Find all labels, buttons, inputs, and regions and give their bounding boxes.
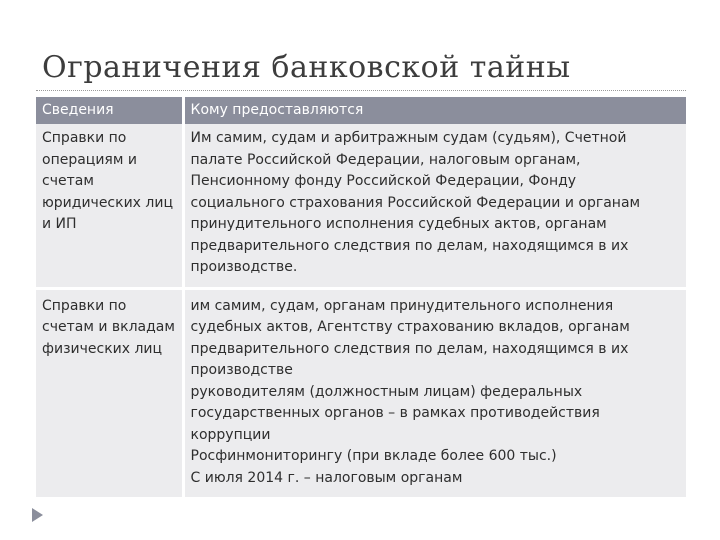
cell-line: руководителям (должностным лицам) федеральных [190,383,583,400]
slide-title: Ограничения банковской тайны [42,50,571,85]
cell-line: производстве [190,362,293,378]
cell-line: коррупции [190,426,271,443]
cell-line: судебных актов, Агентству страхованию вкладов, органам [190,319,630,335]
cell-line: предварительного следствия по делам, находящимся в их [190,340,629,357]
cell-line: физических лиц [42,340,163,357]
cell-line: Пенсионному фонду Российской Федерации, Фонду [190,173,577,189]
table-header-row [36,97,686,124]
cell-line: С июля 2014 г. – налоговым органам [190,469,463,486]
title-divider [36,90,686,91]
cell-line: Справки по [42,297,127,314]
table-row [36,124,686,288]
cell-line: счетам и вкладам [42,319,175,335]
cell-line: производстве. [190,259,298,275]
bank-secrecy-table [36,97,686,497]
cell-line: юридических лиц [42,194,173,211]
cell-line: Росфинмониторингу (при вкладе более 600 тыс.) [190,448,557,464]
cell-line: государственных органов – в рамках противодействия [190,405,600,421]
next-slide-arrow-icon[interactable] [32,508,43,522]
row-info-cell [36,124,183,288]
header-info: Сведения [36,97,183,124]
cell-line: счетам [42,173,94,189]
row-recipients-cell [183,288,686,497]
cell-line: Им самим, судам и арбитражным судам (судьям), Счетной [190,130,627,146]
cell-line: предварительного следствия по делам, находящимся в их [190,237,629,254]
cell-line: операциям и [42,151,137,168]
cell-line: принудительного исполнения судебных актов, органам [190,216,607,232]
cell-line: палате Российской Федерации, налоговым органам, [190,151,581,168]
row-info-cell [36,288,183,497]
cell-line: социального страхования Российской Федерации и органам [190,194,641,211]
table-row [36,288,686,497]
cell-line: им самим, судам, органам принудительного исполнения [190,297,614,314]
header-recipients: Кому предоставляются [183,97,686,124]
row-recipients-cell [183,124,686,288]
cell-line: и ИП [42,216,77,232]
cell-line: Справки по [42,130,127,146]
